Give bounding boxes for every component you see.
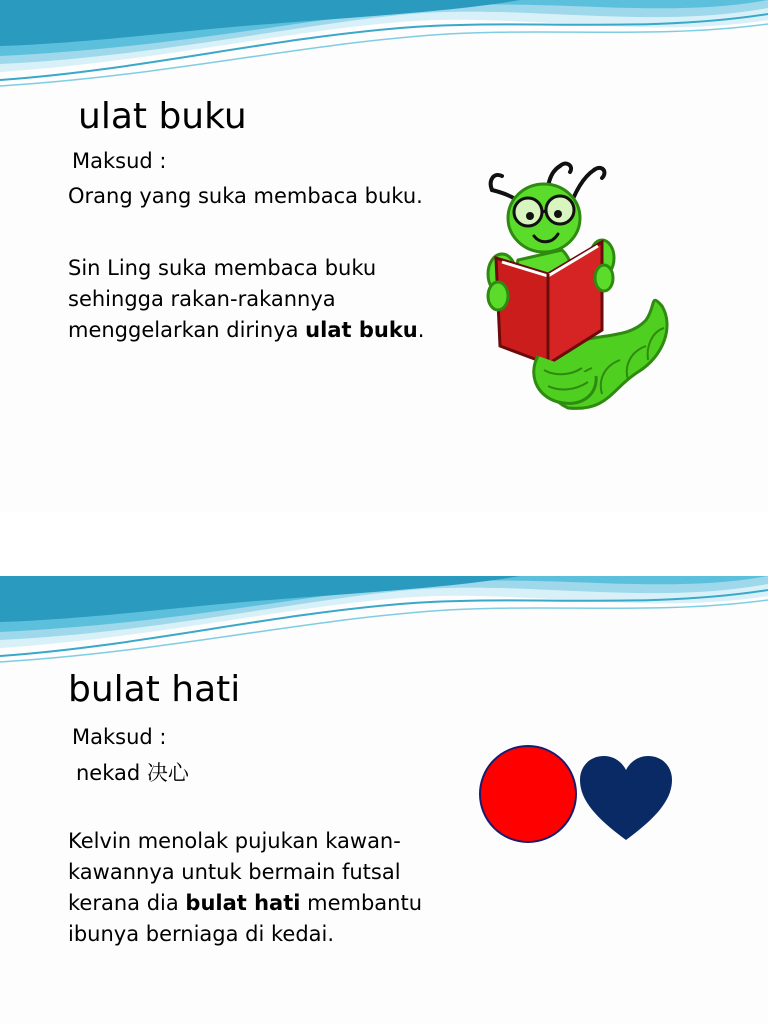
idiom-title: ulat buku xyxy=(78,96,247,137)
idiom-meaning: Orang yang suka membaca buku. xyxy=(68,184,423,208)
red-circle-and-navy-heart-icon xyxy=(476,740,680,848)
sentence-line: Sin Ling suka membaca buku xyxy=(68,256,377,280)
idiom-highlight: ulat buku xyxy=(305,318,418,342)
slide-bulat-hati xyxy=(0,576,768,1024)
header-wave-decoration xyxy=(0,576,768,666)
bookworm-reading-icon xyxy=(478,150,678,440)
idiom-meaning: nekad 决心 xyxy=(76,761,189,785)
idiom-title: bulat hati xyxy=(68,669,241,710)
sentence-text: membantu xyxy=(300,891,423,915)
header-wave-decoration xyxy=(0,0,768,90)
sentence-text: menggelarkan dirinya xyxy=(68,318,306,342)
maksud-label: Maksud : xyxy=(72,725,167,749)
example-sentence xyxy=(68,253,424,346)
sentence-line: sehingga rakan-rakannya xyxy=(68,287,336,311)
sentence-line xyxy=(68,888,422,919)
maksud-label: Maksud : xyxy=(72,149,167,173)
example-sentence xyxy=(68,826,422,950)
sentence-line: kawannya untuk bermain futsal xyxy=(68,860,401,884)
sentence-line: Kelvin menolak pujukan kawan- xyxy=(68,829,401,853)
sentence-text: . xyxy=(417,318,425,342)
sentence-line: ibunya berniaga di kedai. xyxy=(68,922,335,946)
slide-gap xyxy=(0,512,768,576)
sentence-line xyxy=(68,315,424,346)
sentence-text: kerana dia xyxy=(68,891,186,915)
idiom-highlight: bulat hati xyxy=(185,891,301,915)
